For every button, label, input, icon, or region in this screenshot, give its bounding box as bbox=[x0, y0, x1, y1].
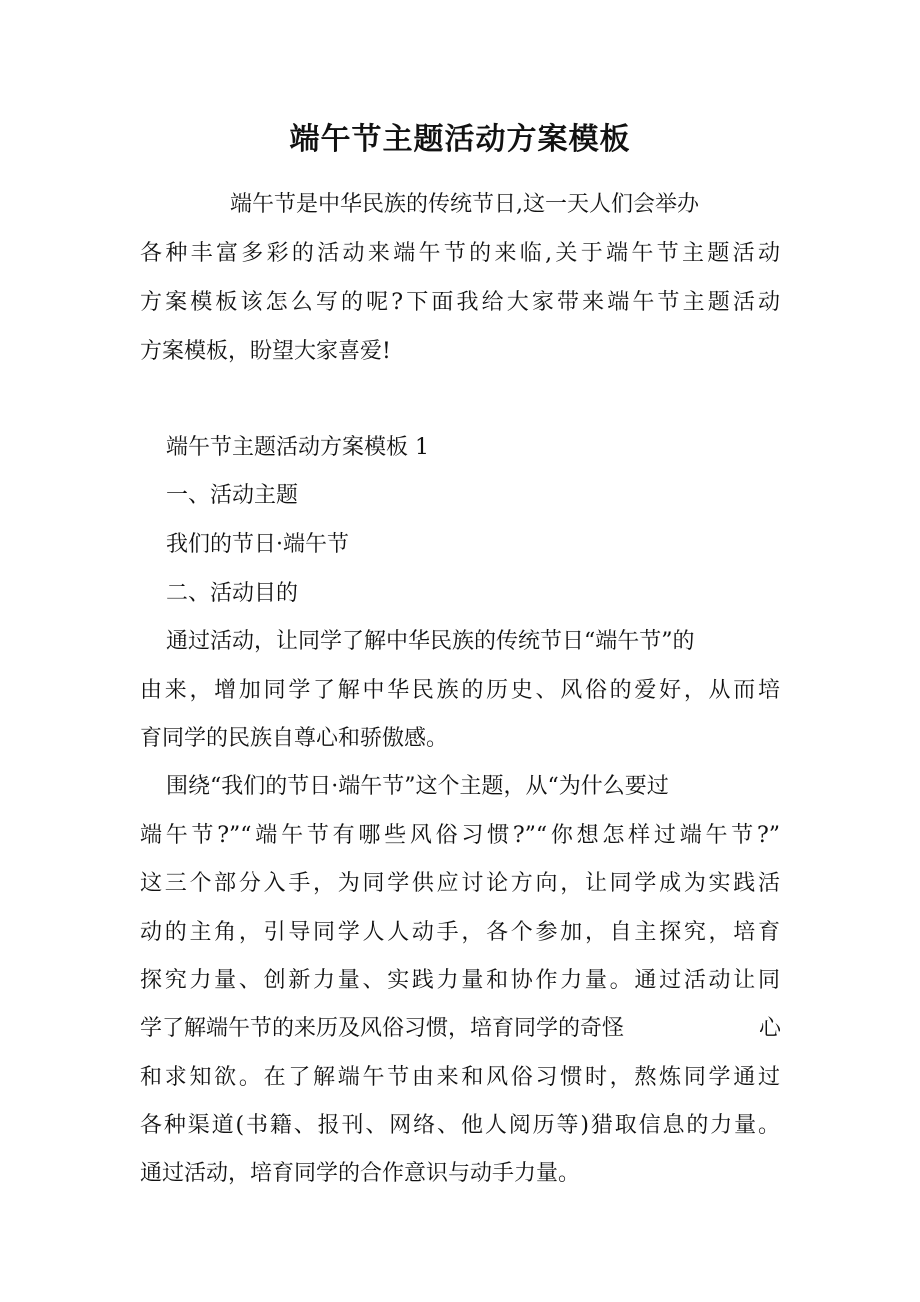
detail-line: 这三个部分入手，为同学供应讨论方向，让同学成为实践活 bbox=[140, 871, 780, 896]
detail-line: 动的主角，引导同学人人动手，各个参加，自主探究，培育 bbox=[140, 920, 780, 945]
detail-line: 学了解端午节的来历及风俗习惯，培育同学的奇怪 bbox=[140, 1016, 625, 1041]
heading-activity-theme: 一、活动主题 bbox=[166, 483, 299, 508]
purpose-line: 由来，增加同学了解中华民族的历史、风俗的爱好，从而培 bbox=[140, 678, 780, 703]
purpose-line: 育同学的民族自尊心和骄傲感。 bbox=[140, 726, 449, 751]
heading-activity-purpose: 二、活动目的 bbox=[166, 581, 299, 606]
detail-line: 通过活动，培育同学的合作意识与动手力量。 bbox=[140, 1161, 581, 1186]
purpose-line: 通过活动，让同学了解中华民族的传统节日“端午节”的 bbox=[166, 629, 695, 654]
detail-line: 端午节?”“端午节有哪些风俗习惯?”“你想怎样过端午节?” bbox=[140, 823, 780, 848]
section-title: 端午节主题活动方案模板 1 bbox=[166, 435, 429, 460]
intro-line: 方案模板，盼望大家喜爱! bbox=[140, 339, 391, 364]
intro-line: 端午节是中华民族的传统节日,这一天人们会举办 bbox=[230, 192, 699, 217]
detail-line: 和求知欲。在了解端午节由来和风俗习惯时，熬炼同学通过 bbox=[140, 1065, 780, 1090]
intro-line: 方案模板该怎么写的呢?下面我给大家带来端午节主题活动 bbox=[140, 290, 780, 315]
detail-line: 围绕“我们的节日·端午节”这个主题，从“为什么要过 bbox=[166, 774, 669, 799]
document-title: 端午节主题活动方案模板 bbox=[289, 122, 631, 157]
detail-line: 探究力量、创新力量、实践力量和协作力量。通过活动让同 bbox=[140, 968, 780, 993]
detail-line-tail: 心 bbox=[759, 1016, 782, 1041]
theme-text: 我们的节日·端午节 bbox=[166, 532, 349, 557]
intro-line: 各种丰富多彩的活动来端午节的来临,关于端午节主题活动 bbox=[140, 241, 780, 266]
detail-line: 各种渠道(书籍、报刊、网络、他人阅历等)猎取信息的力量。 bbox=[140, 1113, 780, 1138]
